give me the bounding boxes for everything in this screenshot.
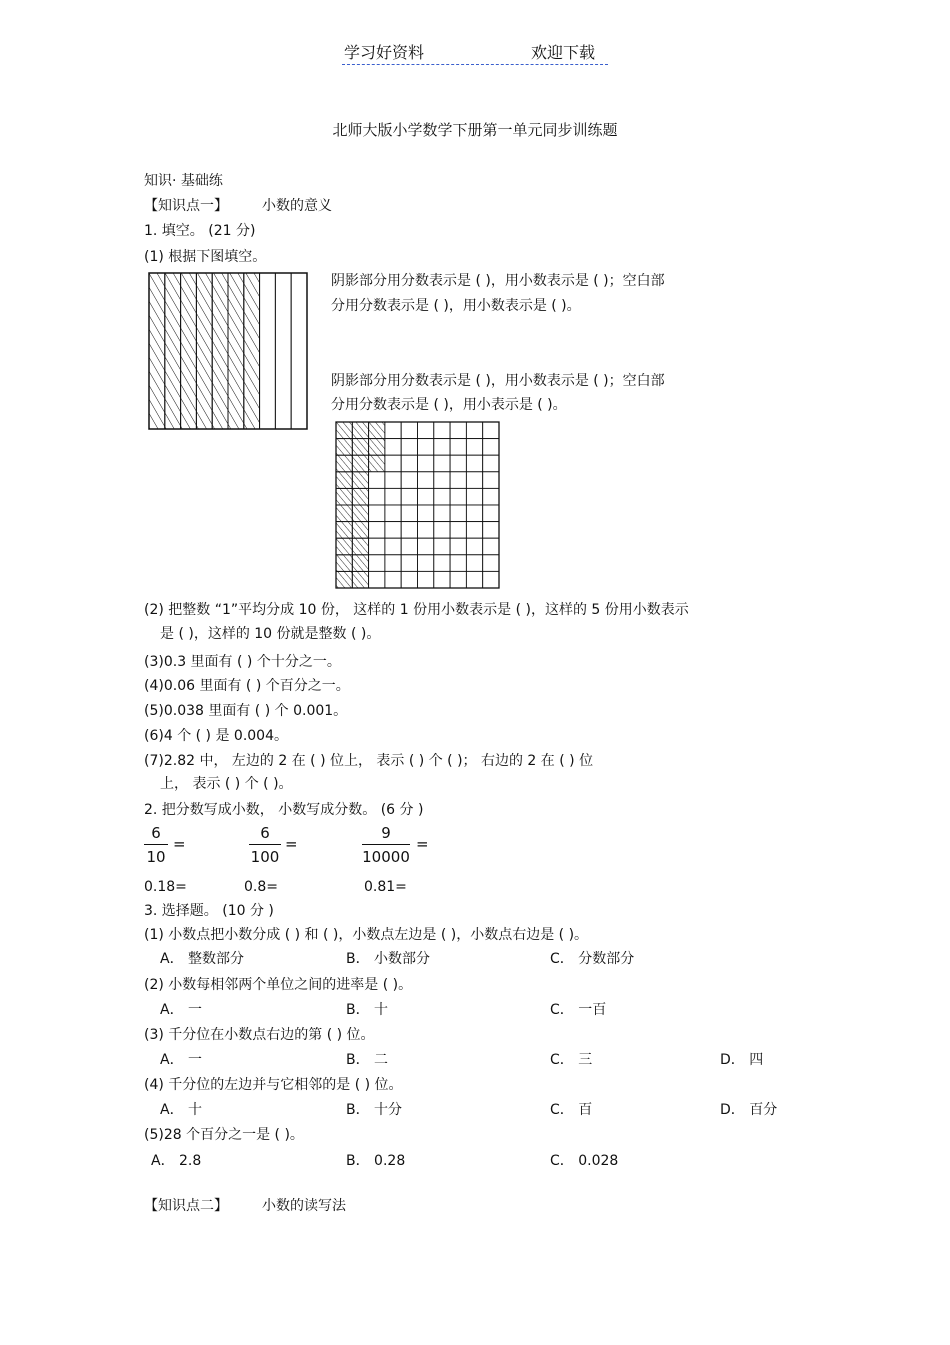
grid-cell-shaded [369,455,385,472]
grid-cell-blank [483,455,499,472]
strip-column-shaded [181,273,197,429]
grid-cell-blank [369,538,385,555]
grid-cell-shaded [336,522,352,539]
q1-p2a: (2) 把整数 “1”平均分成 10 份， 这样的 1 份用小数表示是 ( )，这样的 5 份用小数表示 [144,602,689,618]
grid-cell-blank [483,538,499,555]
grid-cell-blank [418,488,434,505]
grid-cell-blank [401,571,417,588]
strip-column-shaded [165,273,181,429]
grid-cell-blank [450,505,466,522]
q3-item5-question: (5)28 个百分之一是 ( )。 [144,1127,304,1143]
fraction-2-denominator: 100 [250,848,280,866]
grid-cell-blank [385,472,401,489]
grid-cell-blank [385,422,401,439]
grid-cell-blank [466,505,482,522]
grid-cell-blank [434,522,450,539]
q1-p2b: 是 ( )，这样的 10 份就是整数 ( )。 [160,626,381,642]
grid-cell-blank [418,555,434,572]
grid-cell-blank [369,522,385,539]
strip-text-line1: 阴影部分用分数表示是 ( )，用小数表示是 ( )；空白部 [331,273,665,289]
grid-cell-blank [466,455,482,472]
grid-cell-blank [401,522,417,539]
page-title: 北师大版小学数学下册第一单元同步训练题 [332,121,618,139]
grid-cell-blank [434,472,450,489]
grid-cell-shaded [352,522,368,539]
q3-item3-option-b: B． 二 [346,1052,389,1068]
strip-column-shaded [212,273,228,429]
grid-cell-shaded [369,439,385,456]
grid-cell-blank [450,422,466,439]
grid-cell-blank [434,422,450,439]
grid-cell-blank [450,472,466,489]
fraction-2-equals: = [285,835,298,853]
grid-cell-blank [385,439,401,456]
grid-cell-shaded [336,455,352,472]
strip-text-line2: 分用分数表示是 ( )，用小数表示是 ( )。 [331,298,581,314]
grid-cell-blank [450,488,466,505]
grid-cell-blank [450,538,466,555]
grid-cell-blank [369,571,385,588]
grid-cell-blank [418,455,434,472]
q3-item2-option-c: C． 一百 [550,1002,607,1018]
grid-cell-blank [466,571,482,588]
grid-cell-blank [418,522,434,539]
strip-figure [148,272,308,430]
grid-cell-blank [401,455,417,472]
grid-cell-blank [466,538,482,555]
grid-cell-shaded [336,488,352,505]
q3-item5-option-c: C． 0.028 [550,1153,619,1169]
q3-item2-option-b: B． 十 [346,1002,389,1018]
fraction-2 [249,823,281,867]
strip-column-shaded [228,273,244,429]
grid-cell-blank [401,538,417,555]
decimal-2: 0.8= [244,879,278,895]
grid-cell-blank [385,571,401,588]
grid-cell-blank [483,439,499,456]
grid-cell-blank [483,555,499,572]
grid-cell-blank [418,505,434,522]
grid-cell-shaded [352,505,368,522]
q3-item3-option-d: D． 四 [720,1052,764,1068]
q3-heading: 3. 选择题。 (10 分 ) [144,903,274,919]
grid-cell-blank [418,422,434,439]
q3-item3-option-c: C． 三 [550,1052,593,1068]
grid-cell-shaded [352,439,368,456]
grid-cell-blank [418,538,434,555]
hundred-grid-figure [335,421,500,589]
grid-cell-blank [483,522,499,539]
grid-cell-shaded [336,571,352,588]
grid-cell-blank [385,505,401,522]
q3-item2-question: (2) 小数每相邻两个单位之间的进率是 ( )。 [144,977,413,993]
strip-column-shaded [244,273,260,429]
q3-item1-option-c: C． 分数部分 [550,951,635,967]
fraction-2-numerator: 6 [260,824,270,842]
grid-cell-shaded [336,439,352,456]
grid-cell-blank [401,488,417,505]
strip-column-shaded [196,273,212,429]
q3-item1-option-a: A． 整数部分 [160,951,245,967]
grid-cell-blank [385,538,401,555]
fraction-3-numerator: 9 [381,824,391,842]
grid-cell-blank [385,522,401,539]
grid-cell-blank [450,555,466,572]
q1-p1: (1) 根据下图填空。 [144,249,267,265]
q3-item5-option-b: B． 0.28 [346,1153,406,1169]
point1-label: 【知识点一】 [144,198,228,214]
header-dashed-underline [342,64,608,65]
grid-cell-blank [466,488,482,505]
grid-cell-blank [450,455,466,472]
fraction-1 [144,823,168,867]
grid-cell-blank [483,505,499,522]
point1-title: 小数的意义 [262,198,332,214]
grid-cell-blank [418,439,434,456]
grid-cell-blank [385,455,401,472]
grid-cell-blank [418,472,434,489]
grid-cell-shaded [352,488,368,505]
grid-cell-shaded [336,555,352,572]
decimal-3: 0.81= [364,879,407,895]
grid-text-line2: 分用分数表示是 ( )，用小表示是 ( )。 [331,397,567,413]
grid-cell-shaded [369,422,385,439]
q1-p7a: (7)2.82 中， 左边的 2 在 ( ) 位上， 表示 ( ) 个 ( )； 右边的 2 在 ( ) 位 [144,753,594,769]
grid-cell-shaded [352,422,368,439]
grid-cell-blank [401,555,417,572]
grid-cell-shaded [336,538,352,555]
q1-p4: (4)0.06 里面有 ( ) 个百分之一。 [144,678,350,694]
grid-cell-blank [483,488,499,505]
grid-cell-blank [466,555,482,572]
q1-p7b: 上， 表示 ( ) 个 ( )。 [160,776,293,792]
q1-heading: 1. 填空。 (21 分) [144,223,256,239]
grid-cell-blank [434,488,450,505]
fraction-3 [362,823,410,867]
q1-p3: (3)0.3 里面有 ( ) 个十分之一。 [144,654,341,670]
grid-cell-blank [401,439,417,456]
grid-cell-blank [418,571,434,588]
q3-item1-option-b: B． 小数部分 [346,951,431,967]
grid-text-line1: 阴影部分用分数表示是 ( )，用小数表示是 ( )；空白部 [331,373,665,389]
q3-item4-option-b: B． 十分 [346,1102,403,1118]
grid-cell-shaded [336,505,352,522]
grid-cell-blank [385,555,401,572]
grid-cell-blank [466,439,482,456]
grid-cell-shaded [336,422,352,439]
q1-p5: (5)0.038 里面有 ( ) 个 0.001。 [144,703,348,719]
grid-cell-blank [401,422,417,439]
q3-item4-question: (4) 千分位的左边并与它相邻的是 ( ) 位。 [144,1077,403,1093]
grid-cell-blank [401,472,417,489]
grid-cell-blank [369,505,385,522]
grid-cell-blank [466,522,482,539]
grid-cell-blank [434,455,450,472]
grid-cell-blank [434,571,450,588]
grid-cell-blank [450,571,466,588]
grid-cell-blank [369,472,385,489]
grid-cell-blank [401,505,417,522]
q3-item3-option-a: A． 一 [160,1052,203,1068]
grid-cell-blank [369,555,385,572]
q3-item4-option-c: C． 百 [550,1102,593,1118]
strip-column-blank [260,273,276,429]
header-right-text: 欢迎下载 [531,43,596,62]
grid-cell-blank [483,571,499,588]
grid-cell-blank [483,422,499,439]
q3-item4-option-d: D． 百分 [720,1102,778,1118]
strip-column-blank [275,273,291,429]
grid-cell-blank [385,488,401,505]
header-left-text: 学习好资料 [344,43,425,62]
fraction-3-equals: = [416,835,429,853]
grid-cell-blank [450,522,466,539]
q3-item3-question: (3) 千分位在小数点右边的第 ( ) 位。 [144,1027,375,1043]
grid-cell-blank [450,439,466,456]
grid-cell-shaded [352,555,368,572]
grid-cell-blank [466,472,482,489]
fraction-1-denominator: 10 [146,848,166,866]
q3-item2-option-a: A． 一 [160,1002,203,1018]
fraction-1-numerator: 6 [151,824,161,842]
grid-cell-blank [434,555,450,572]
section-label: 知识· 基础练 [144,173,223,189]
grid-cell-shaded [352,571,368,588]
grid-cell-blank [369,488,385,505]
grid-cell-shaded [352,538,368,555]
strip-column-shaded [149,273,165,429]
point2-label: 【知识点二】 [144,1198,228,1214]
grid-cell-blank [434,505,450,522]
grid-cell-blank [434,439,450,456]
grid-cell-blank [434,538,450,555]
q2-heading: 2. 把分数写成小数， 小数写成分数。 (6 分 ) [144,802,424,818]
q3-item1-question: (1) 小数点把小数分成 ( ) 和 ( )，小数点左边是 ( )，小数点右边是 ( )。 [144,927,589,943]
fraction-1-equals: = [173,835,186,853]
q1-p6: (6)4 个 ( ) 是 0.004。 [144,728,288,744]
grid-cell-shaded [336,472,352,489]
point2-title: 小数的读写法 [262,1198,346,1214]
strip-column-blank [291,273,307,429]
grid-cell-blank [466,422,482,439]
decimal-1: 0.18= [144,879,187,895]
grid-cell-shaded [352,455,368,472]
q3-item4-option-a: A． 十 [160,1102,203,1118]
q3-item5-option-a: A． 2.8 [151,1153,202,1169]
fraction-3-denominator: 10000 [362,848,410,866]
grid-cell-blank [483,472,499,489]
grid-cell-shaded [352,472,368,489]
